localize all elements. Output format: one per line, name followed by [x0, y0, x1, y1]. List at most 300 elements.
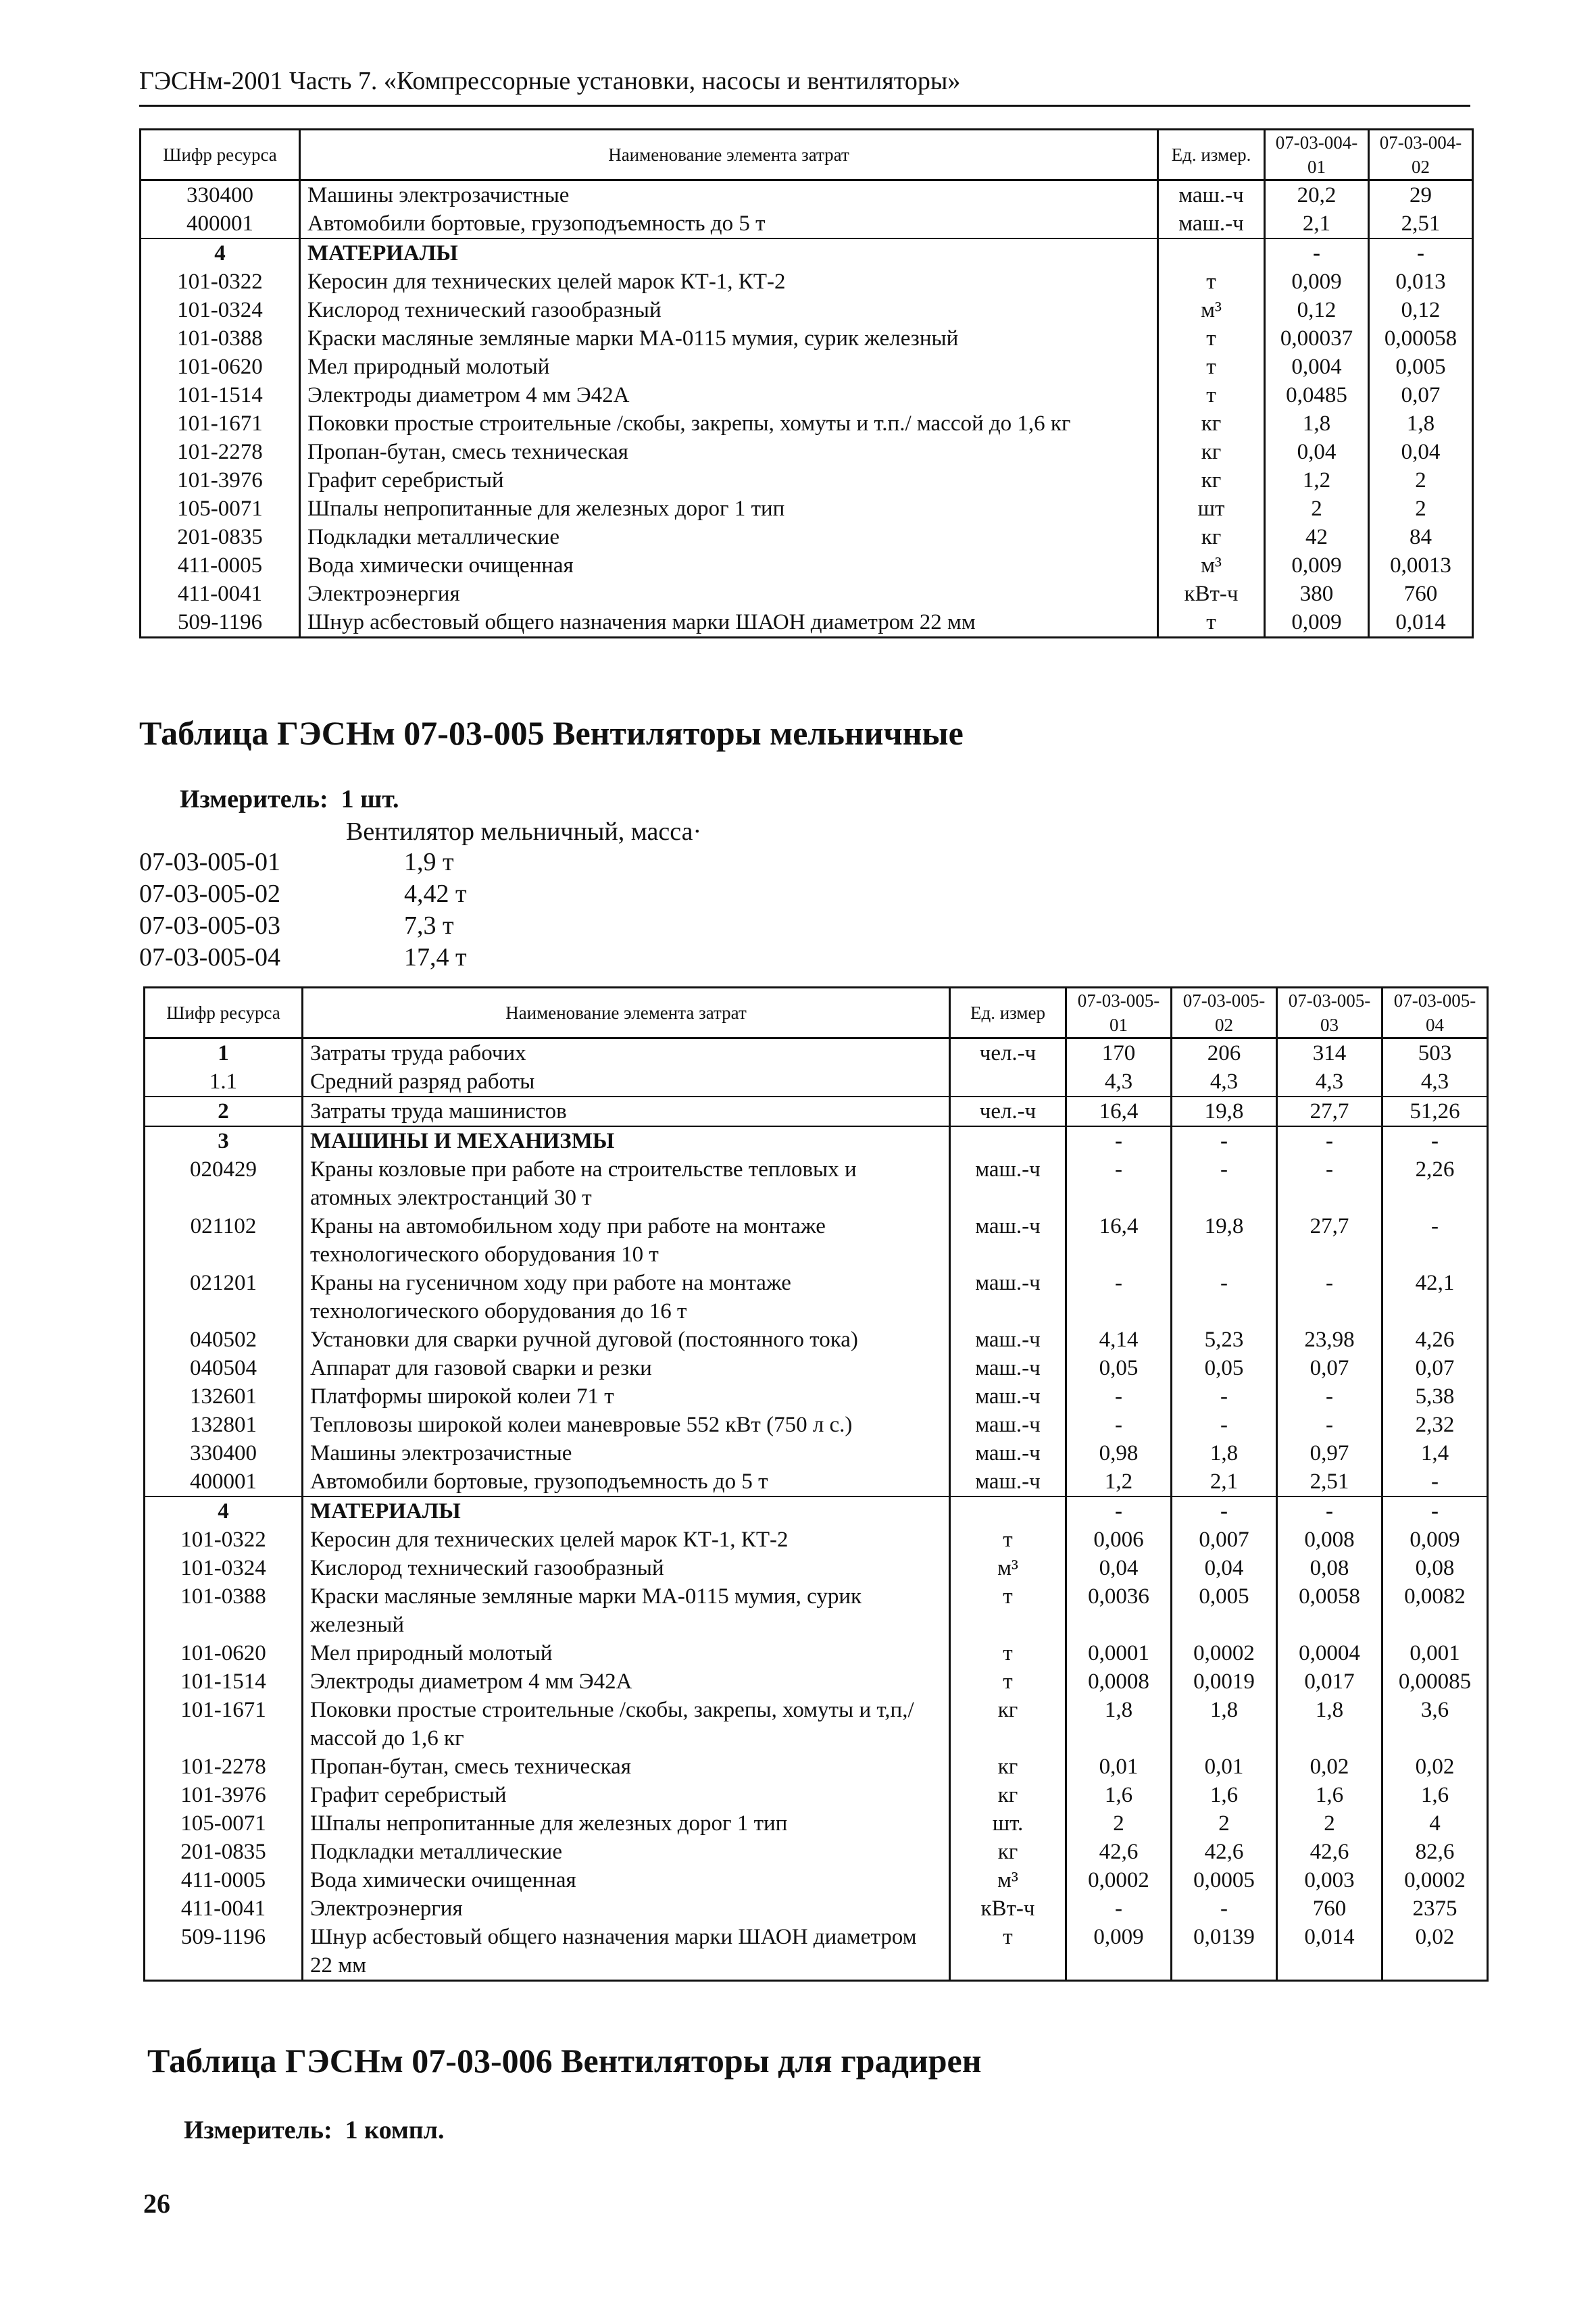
- running-header: ГЭСНм-2001 Часть 7. «Компрессорные установки, насосы и вентиляторы»: [139, 67, 961, 95]
- norm-value: 0,0139: [1172, 1923, 1277, 1981]
- table-row: [141, 551, 1473, 580]
- resource-code: 400001: [145, 1467, 303, 1496]
- table-row: [145, 1894, 1488, 1923]
- norm-value: 2,26: [1382, 1155, 1488, 1212]
- norm-value: 2: [1369, 495, 1473, 523]
- table-row: [141, 608, 1473, 638]
- unit: т: [950, 1639, 1066, 1667]
- cost-item-name: Краски масляные земляные марки МА-0115 мумия, сурик железный: [300, 324, 1158, 353]
- norm-value: 2,51: [1369, 209, 1473, 238]
- table-row: [145, 1038, 1488, 1068]
- resource-code: 509-1196: [145, 1923, 303, 1981]
- resource-code: 509-1196: [141, 608, 300, 638]
- norm-value: 0,02: [1382, 1923, 1488, 1981]
- norm-value: 0,001: [1382, 1639, 1488, 1667]
- section-row: [145, 1496, 1488, 1526]
- resource-code: 101-2278: [145, 1753, 303, 1781]
- cost-item-name: Кислород технический газообразный: [303, 1554, 950, 1582]
- unit: т: [950, 1923, 1066, 1981]
- norm-value: -: [1066, 1155, 1172, 1212]
- unit: чел.-ч: [950, 1097, 1066, 1126]
- table-row: [145, 1354, 1488, 1382]
- unit: [950, 1126, 1066, 1155]
- norm-value: 2: [1265, 495, 1369, 523]
- norm-value: 0,0002: [1066, 1866, 1172, 1894]
- table-row: [145, 1155, 1488, 1212]
- table-row: [145, 1097, 1488, 1126]
- unit: м³: [1158, 551, 1265, 580]
- cost-item-name: Вода химически очищенная: [300, 551, 1158, 580]
- resource-code: 101-2278: [141, 438, 300, 466]
- norm-value: 4,14: [1066, 1326, 1172, 1354]
- norm-value: 380: [1265, 580, 1369, 608]
- norm-code-list: [139, 847, 467, 974]
- cost-item-name: Машины электрозачистные: [303, 1439, 950, 1467]
- column-header: Наименование элемента затрат: [303, 988, 950, 1038]
- norm-value: 0,08: [1382, 1554, 1488, 1582]
- norm-value: 17,4 т: [404, 943, 467, 972]
- unit: маш.-ч: [1158, 180, 1265, 210]
- norm-caption: Вентилятор мельничный, масса·: [346, 818, 702, 846]
- cost-item-name: Шпалы непропитанные для железных дорог 1 тип: [303, 1809, 950, 1838]
- measurer-label: Измеритель:: [184, 2116, 332, 2144]
- norm-value: -: [1369, 238, 1473, 268]
- norm-value: 51,26: [1382, 1097, 1488, 1126]
- norm-value: 42,6: [1277, 1838, 1382, 1866]
- cost-item-name: Электроды диаметром 4 мм Э42А: [300, 381, 1158, 409]
- norm-value: 2: [1277, 1809, 1382, 1838]
- resource-code: 101-3976: [141, 466, 300, 495]
- table-header-row: [145, 988, 1488, 1038]
- table-row: [145, 1753, 1488, 1781]
- resource-code: 132601: [145, 1382, 303, 1411]
- resource-code: 101-1671: [145, 1696, 303, 1753]
- cost-item-name: Керосин для технических целей марок КТ-1, КТ-2: [300, 268, 1158, 296]
- norm-value: 1,9 т: [404, 848, 454, 876]
- table-row: [145, 1411, 1488, 1439]
- norm-value: -: [1265, 238, 1369, 268]
- norm-value: 1,2: [1066, 1467, 1172, 1496]
- norm-value: 0,04: [1265, 438, 1369, 466]
- norm-value: 3,6: [1382, 1696, 1488, 1753]
- norm-value: 42: [1265, 523, 1369, 551]
- norm-value: 0,0002: [1382, 1866, 1488, 1894]
- column-header: 07-03-004-01: [1265, 130, 1369, 180]
- norm-value: 1,6: [1382, 1781, 1488, 1809]
- unit: шт.: [950, 1809, 1066, 1838]
- unit: кг: [950, 1781, 1066, 1809]
- norm-value: 2,1: [1172, 1467, 1277, 1496]
- resource-code: 1.1: [145, 1067, 303, 1097]
- norm-value: 0,009: [1382, 1526, 1488, 1554]
- cost-item-name: Краски масляные земляные марки МА-0115 мумия, сурик железный: [303, 1582, 950, 1639]
- cost-item-name: Автомобили бортовые, грузоподъемность до 5 т: [303, 1467, 950, 1496]
- cost-item-name: Поковки простые строительные /скобы, закрепы, хомуты и т.п./ массой до 1,6 кг: [300, 409, 1158, 438]
- norm-value: 0,04: [1172, 1554, 1277, 1582]
- norm-value: -: [1172, 1382, 1277, 1411]
- norm-value: 0,12: [1369, 296, 1473, 324]
- resource-code: 101-0388: [145, 1582, 303, 1639]
- norm-value: -: [1172, 1155, 1277, 1212]
- column-header: 07-03-004-02: [1369, 130, 1473, 180]
- resource-code: 101-0322: [145, 1526, 303, 1554]
- norm-value: -: [1382, 1496, 1488, 1526]
- resource-code: 101-0324: [145, 1554, 303, 1582]
- unit: маш.-ч: [950, 1354, 1066, 1382]
- table-row: [145, 1269, 1488, 1326]
- column-header: Шифр ресурса: [145, 988, 303, 1038]
- norm-value: 2: [1172, 1809, 1277, 1838]
- cost-item-name: Затраты труда машинистов: [303, 1097, 950, 1126]
- resource-code: 2: [145, 1097, 303, 1126]
- table-row: [141, 296, 1473, 324]
- cost-item-name: Средний разряд работы: [303, 1067, 950, 1097]
- resource-code: 201-0835: [145, 1838, 303, 1866]
- cost-item-name: Подкладки металлические: [300, 523, 1158, 551]
- table-row: [141, 353, 1473, 381]
- resource-code: 411-0041: [141, 580, 300, 608]
- table-row: [145, 1582, 1488, 1639]
- column-header: Шифр ресурса: [141, 130, 300, 180]
- table-row: [145, 1923, 1488, 1981]
- cost-item-name: Автомобили бортовые, грузоподъемность до 5 т: [300, 209, 1158, 238]
- table-row: [145, 1838, 1488, 1866]
- resource-code: 101-0620: [141, 353, 300, 381]
- unit: [950, 1067, 1066, 1097]
- column-header: Ед. измер: [950, 988, 1066, 1038]
- norm-value: 0,017: [1277, 1667, 1382, 1696]
- norm-value: 0,97: [1277, 1439, 1382, 1467]
- norm-value: 0,003: [1277, 1866, 1382, 1894]
- unit: т: [950, 1526, 1066, 1554]
- unit: маш.-ч: [950, 1467, 1066, 1496]
- norm-value: 0,12: [1265, 296, 1369, 324]
- resource-code: 101-1514: [141, 381, 300, 409]
- unit: т: [1158, 608, 1265, 638]
- measurer: [184, 2115, 444, 2146]
- norm-value: 0,009: [1265, 551, 1369, 580]
- unit: кг: [950, 1696, 1066, 1753]
- norm-value: 0,009: [1066, 1923, 1172, 1981]
- norm-value: 27,7: [1277, 1212, 1382, 1269]
- resource-code: 021201: [145, 1269, 303, 1326]
- unit: маш.-ч: [950, 1326, 1066, 1354]
- norm-value: 7,3 т: [404, 911, 454, 940]
- norm-value: 0,004: [1265, 353, 1369, 381]
- norm-value: -: [1277, 1411, 1382, 1439]
- column-header: Наименование элемента затрат: [300, 130, 1158, 180]
- norm-value: 42,1: [1382, 1269, 1488, 1326]
- norm-value: 1,8: [1172, 1439, 1277, 1467]
- norm-value: 2: [1369, 466, 1473, 495]
- unit: маш.-ч: [950, 1382, 1066, 1411]
- table-row: [145, 1439, 1488, 1467]
- cost-item-name: Мел природный молотый: [303, 1639, 950, 1667]
- norm-value: 82,6: [1382, 1838, 1488, 1866]
- cost-item-name: Подкладки металлические: [303, 1838, 950, 1866]
- norm-value: 4,42 т: [404, 880, 467, 908]
- norm-value: 0,008: [1277, 1526, 1382, 1554]
- norm-value: 0,0004: [1277, 1639, 1382, 1667]
- norm-value: 20,2: [1265, 180, 1369, 210]
- norm-value: 42,6: [1066, 1838, 1172, 1866]
- resource-code: 040504: [145, 1354, 303, 1382]
- norm-value: 16,4: [1066, 1212, 1172, 1269]
- norm-code: 07-03-005-02: [139, 880, 280, 908]
- list-item: [139, 847, 467, 878]
- norm-code: 07-03-005-01: [139, 848, 280, 876]
- norm-value: 0,00037: [1265, 324, 1369, 353]
- norm-value: 1,6: [1277, 1781, 1382, 1809]
- unit: т: [1158, 353, 1265, 381]
- resource-code: 330400: [141, 180, 300, 210]
- unit: кг: [1158, 523, 1265, 551]
- norm-value: 1,2: [1265, 466, 1369, 495]
- unit: маш.-ч: [950, 1269, 1066, 1326]
- norm-value: -: [1172, 1496, 1277, 1526]
- resource-code: 101-0620: [145, 1639, 303, 1667]
- norm-value: -: [1382, 1467, 1488, 1496]
- table-row: [141, 324, 1473, 353]
- norm-value: 27,7: [1277, 1097, 1382, 1126]
- norm-code: 07-03-005-04: [139, 943, 280, 972]
- norm-value: -: [1066, 1411, 1172, 1439]
- unit: кВт-ч: [1158, 580, 1265, 608]
- norm-value: -: [1277, 1382, 1382, 1411]
- norm-value: 0,0019: [1172, 1667, 1277, 1696]
- table-row: [145, 1639, 1488, 1667]
- resource-code: 040502: [145, 1326, 303, 1354]
- norm-value: -: [1277, 1269, 1382, 1326]
- resource-code: 1: [145, 1038, 303, 1068]
- table-body: [141, 180, 1473, 638]
- cost-item-name: МАШИНЫ И МЕХАНИЗМЫ: [303, 1126, 950, 1155]
- resource-code: 105-0071: [141, 495, 300, 523]
- norm-value: -: [1172, 1269, 1277, 1326]
- table-row: [145, 1212, 1488, 1269]
- unit: маш.-ч: [950, 1155, 1066, 1212]
- norm-code: 07-03-005-03: [139, 911, 280, 940]
- norm-value: 2,32: [1382, 1411, 1488, 1439]
- unit: т: [950, 1667, 1066, 1696]
- norm-value: 4,26: [1382, 1326, 1488, 1354]
- cost-item-name: Мел природный молотый: [300, 353, 1158, 381]
- norm-value: -: [1382, 1212, 1488, 1269]
- resource-code: 101-0324: [141, 296, 300, 324]
- norm-value: 0,08: [1277, 1554, 1382, 1582]
- norm-value: 0,0082: [1382, 1582, 1488, 1639]
- norm-value: 19,8: [1172, 1212, 1277, 1269]
- norm-value: 0,009: [1265, 608, 1369, 638]
- resource-table-07-03-004: [139, 128, 1474, 638]
- measurer-value: 1 компл.: [345, 2116, 445, 2144]
- norm-value: 42,6: [1172, 1838, 1277, 1866]
- norm-value: 1,8: [1369, 409, 1473, 438]
- table-row: [141, 209, 1473, 238]
- table-row: [145, 1526, 1488, 1554]
- norm-value: 5,23: [1172, 1326, 1277, 1354]
- cost-item-name: Поковки простые строительные /скобы, закрепы, хомуты и т,п,/ массой до 1,6 кг: [303, 1696, 950, 1753]
- resource-code: 101-0322: [141, 268, 300, 296]
- norm-value: -: [1066, 1126, 1172, 1155]
- unit: [1158, 238, 1265, 268]
- table-title: Таблица ГЭСНм 07-03-006 Вентиляторы для градирен: [147, 2042, 982, 2080]
- section-row: [141, 238, 1473, 268]
- table-row: [141, 580, 1473, 608]
- norm-value: 0,07: [1369, 381, 1473, 409]
- norm-value: -: [1172, 1126, 1277, 1155]
- norm-value: 0,98: [1066, 1439, 1172, 1467]
- norm-value: 2: [1066, 1809, 1172, 1838]
- unit: кг: [1158, 438, 1265, 466]
- norm-value: 1,6: [1172, 1781, 1277, 1809]
- cost-item-name: Краны на автомобильном ходу при работе на монтаже технологического оборудования 10 т: [303, 1212, 950, 1269]
- norm-value: -: [1382, 1126, 1488, 1155]
- norm-value: 1,6: [1066, 1781, 1172, 1809]
- page-number: 26: [143, 2188, 170, 2219]
- norm-value: 0,013: [1369, 268, 1473, 296]
- cost-item-name: МАТЕРИАЛЫ: [303, 1496, 950, 1526]
- column-header: 07-03-005-02: [1172, 988, 1277, 1038]
- column-header: 07-03-005-03: [1277, 988, 1382, 1038]
- list-item: [139, 878, 467, 910]
- unit: м³: [950, 1866, 1066, 1894]
- norm-value: 314: [1277, 1038, 1382, 1068]
- norm-value: 1,8: [1277, 1696, 1382, 1753]
- norm-value: -: [1172, 1411, 1277, 1439]
- norm-value: 0,01: [1172, 1753, 1277, 1781]
- norm-value: 760: [1277, 1894, 1382, 1923]
- table-row: [141, 180, 1473, 210]
- cost-item-name: Вода химически очищенная: [303, 1866, 950, 1894]
- resource-code: 330400: [145, 1439, 303, 1467]
- cost-item-name: Керосин для технических целей марок КТ-1, КТ-2: [303, 1526, 950, 1554]
- norm-value: 0,014: [1369, 608, 1473, 638]
- cost-item-name: Пропан-бутан, смесь техническая: [303, 1753, 950, 1781]
- unit: маш.-ч: [950, 1212, 1066, 1269]
- norm-value: 2,51: [1277, 1467, 1382, 1496]
- norm-value: 0,0008: [1066, 1667, 1172, 1696]
- list-item: [139, 910, 467, 942]
- unit: м³: [950, 1554, 1066, 1582]
- column-header: 07-03-005-04: [1382, 988, 1488, 1038]
- norm-value: 0,07: [1277, 1354, 1382, 1382]
- table-row: [145, 1382, 1488, 1411]
- unit: т: [1158, 381, 1265, 409]
- resource-code: 101-0388: [141, 324, 300, 353]
- resource-code: 201-0835: [141, 523, 300, 551]
- norm-value: 1,4: [1382, 1439, 1488, 1467]
- norm-value: 0,009: [1265, 268, 1369, 296]
- header-rule: [139, 105, 1470, 107]
- norm-value: 4: [1382, 1809, 1488, 1838]
- cost-item-name: Электроды диаметром 4 мм Э42А: [303, 1667, 950, 1696]
- cost-item-name: Электроэнергия: [303, 1894, 950, 1923]
- norm-value: 0,0002: [1172, 1639, 1277, 1667]
- table-row: [141, 381, 1473, 409]
- cost-item-name: Машины электрозачистные: [300, 180, 1158, 210]
- norm-value: 0,014: [1277, 1923, 1382, 1981]
- table-body: [145, 1038, 1488, 1981]
- norm-value: 19,8: [1172, 1097, 1277, 1126]
- unit: кг: [1158, 466, 1265, 495]
- unit: т: [950, 1582, 1066, 1639]
- table-row: [141, 438, 1473, 466]
- norm-value: -: [1172, 1894, 1277, 1923]
- unit: т: [1158, 268, 1265, 296]
- norm-value: 0,05: [1172, 1354, 1277, 1382]
- norm-value: 503: [1382, 1038, 1488, 1068]
- list-item: [139, 942, 467, 974]
- unit: кг: [950, 1838, 1066, 1866]
- resource-code: 101-3976: [145, 1781, 303, 1809]
- table-row: [145, 1467, 1488, 1496]
- norm-value: 0,005: [1172, 1582, 1277, 1639]
- unit: кВт-ч: [950, 1894, 1066, 1923]
- unit: маш.-ч: [1158, 209, 1265, 238]
- unit: кг: [950, 1753, 1066, 1781]
- norm-value: -: [1066, 1894, 1172, 1923]
- norm-value: 170: [1066, 1038, 1172, 1068]
- norm-value: 0,02: [1277, 1753, 1382, 1781]
- cost-item-name: Пропан-бутан, смесь техническая: [300, 438, 1158, 466]
- measurer-label: Измеритель:: [180, 785, 328, 813]
- norm-value: -: [1066, 1269, 1172, 1326]
- unit: шт: [1158, 495, 1265, 523]
- resource-code: 4: [145, 1496, 303, 1526]
- norm-value: 0,0058: [1277, 1582, 1382, 1639]
- table-row: [141, 495, 1473, 523]
- table-row: [145, 1326, 1488, 1354]
- norm-value: 4,3: [1172, 1067, 1277, 1097]
- unit: маш.-ч: [950, 1411, 1066, 1439]
- table-row: [145, 1781, 1488, 1809]
- cost-item-name: Затраты труда рабочих: [303, 1038, 950, 1068]
- norm-value: 0,05: [1066, 1354, 1172, 1382]
- resource-code: 020429: [145, 1155, 303, 1212]
- resource-code: 411-0005: [141, 551, 300, 580]
- norm-value: 1,8: [1265, 409, 1369, 438]
- norm-value: 0,0036: [1066, 1582, 1172, 1639]
- cost-item-name: Шнур асбестовый общего назначения марки ШАОН диаметром 22 мм: [300, 608, 1158, 638]
- table-row: [141, 523, 1473, 551]
- norm-value: -: [1066, 1496, 1172, 1526]
- table-row: [141, 466, 1473, 495]
- resource-code: 4: [141, 238, 300, 268]
- norm-value: -: [1277, 1126, 1382, 1155]
- table-row: [145, 1067, 1488, 1097]
- norm-value: 0,0005: [1172, 1866, 1277, 1894]
- table-header-row: [141, 130, 1473, 180]
- norm-value: -: [1277, 1155, 1382, 1212]
- table-row: [145, 1809, 1488, 1838]
- norm-value: 2375: [1382, 1894, 1488, 1923]
- norm-value: 0,006: [1066, 1526, 1172, 1554]
- cost-item-name: Аппарат для газовой сварки и резки: [303, 1354, 950, 1382]
- unit: т: [1158, 324, 1265, 353]
- table-row: [145, 1866, 1488, 1894]
- unit: м³: [1158, 296, 1265, 324]
- table-row: [145, 1667, 1488, 1696]
- cost-item-name: Установки для сварки ручной дуговой (постоянного тока): [303, 1326, 950, 1354]
- table-row: [141, 268, 1473, 296]
- unit: чел.-ч: [950, 1038, 1066, 1068]
- norm-value: 16,4: [1066, 1097, 1172, 1126]
- cost-item-name: Краны козловые при работе на строительстве тепловых и атомных электростанций 30 т: [303, 1155, 950, 1212]
- resource-code: 101-1514: [145, 1667, 303, 1696]
- table-row: [141, 409, 1473, 438]
- norm-value: 0,0485: [1265, 381, 1369, 409]
